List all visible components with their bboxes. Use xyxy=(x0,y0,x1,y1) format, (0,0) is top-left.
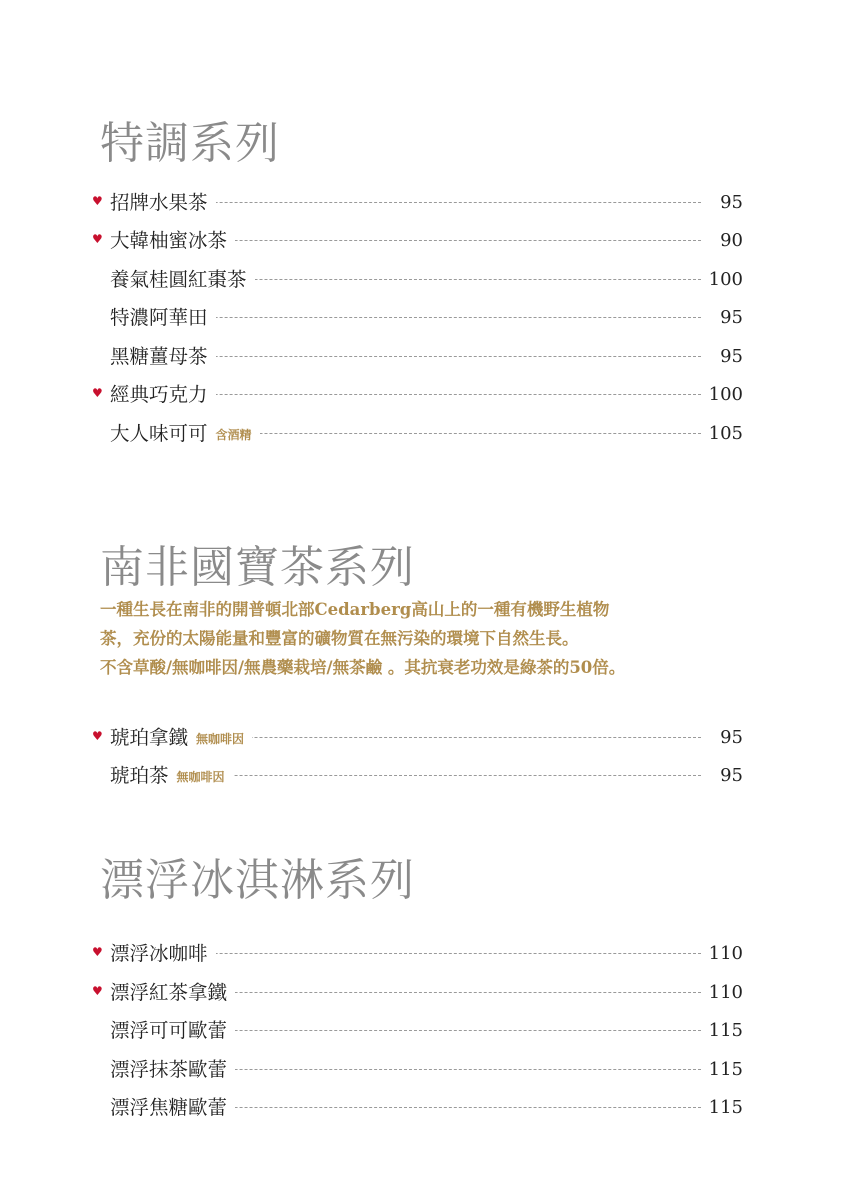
item-name xyxy=(110,762,233,792)
menu-item xyxy=(0,762,851,792)
item-name xyxy=(110,724,252,754)
menu-item xyxy=(0,1017,851,1047)
item-name: 特濃阿華田 xyxy=(110,304,216,332)
item-price: 95 xyxy=(718,724,743,752)
item-name-text: 琥珀茶 xyxy=(110,764,169,787)
description-line: 不含草酸/無咖啡因/無農藥栽培/無茶鹼 。其抗衰老功效是綠茶的50倍。 xyxy=(100,658,626,677)
item-name: 漂浮抹茶歐蕾 xyxy=(110,1056,235,1084)
item-name: 漂浮紅茶拿鐵 xyxy=(110,979,235,1007)
section-title: 漂浮冰淇淋系列 xyxy=(100,855,415,906)
heart-icon: ♥ xyxy=(92,945,103,959)
item-note: 無咖啡因 xyxy=(176,770,225,784)
item-note: 無咖啡因 xyxy=(196,732,245,746)
menu-item xyxy=(0,266,851,296)
section-title: 南非國寶茶系列 xyxy=(100,542,415,593)
item-name xyxy=(110,420,260,450)
menu-item xyxy=(0,420,851,450)
item-price: 115 xyxy=(707,1094,743,1122)
menu-item xyxy=(0,227,851,257)
item-name: 大韓柚蜜冰茶 xyxy=(110,227,235,255)
item-name: 經典巧克力 xyxy=(110,381,216,409)
item-price: 90 xyxy=(718,227,743,255)
menu-item xyxy=(0,1056,851,1086)
item-price: 95 xyxy=(718,304,743,332)
item-name: 漂浮冰咖啡 xyxy=(110,940,216,968)
item-note: 含酒精 xyxy=(215,428,252,442)
item-price: 95 xyxy=(718,762,743,790)
menu-item xyxy=(0,343,851,373)
item-price: 100 xyxy=(707,266,743,294)
section-title: 特調系列 xyxy=(100,118,280,169)
description-line: 一種生長在南非的開普頓北部Cedarberg高山上的一種有機野生植物 xyxy=(100,600,610,619)
heart-icon: ♥ xyxy=(92,232,103,246)
item-price: 110 xyxy=(707,940,743,968)
item-price: 100 xyxy=(707,381,743,409)
description-line: 茶，充份的太陽能量和豐富的礦物質在無污染的環境下自然生長。 xyxy=(100,629,579,648)
heart-icon: ♥ xyxy=(92,729,103,743)
heart-icon: ♥ xyxy=(92,386,103,400)
heart-icon: ♥ xyxy=(92,984,103,998)
item-name: 黑糖薑母茶 xyxy=(110,343,216,371)
menu-item xyxy=(0,304,851,334)
item-name: 招牌水果茶 xyxy=(110,189,216,217)
item-name: 漂浮焦糖歐蕾 xyxy=(110,1094,235,1122)
item-price: 95 xyxy=(718,343,743,371)
menu-item xyxy=(0,189,851,219)
menu-item xyxy=(0,724,851,754)
item-name: 漂浮可可歐蕾 xyxy=(110,1017,235,1045)
menu-item xyxy=(0,940,851,970)
item-price: 95 xyxy=(718,189,743,217)
menu-item xyxy=(0,979,851,1009)
item-price: 115 xyxy=(707,1017,743,1045)
item-name-text: 琥珀拿鐵 xyxy=(110,726,189,749)
menu-item xyxy=(0,1094,851,1124)
heart-icon: ♥ xyxy=(92,194,103,208)
item-price: 105 xyxy=(707,420,743,448)
item-price: 110 xyxy=(707,979,743,1007)
menu-item xyxy=(0,381,851,411)
section-description xyxy=(100,595,740,682)
item-name-text: 大人味可可 xyxy=(110,422,208,445)
item-price: 115 xyxy=(707,1056,743,1084)
item-name: 養氣桂圓紅棗茶 xyxy=(110,266,255,294)
